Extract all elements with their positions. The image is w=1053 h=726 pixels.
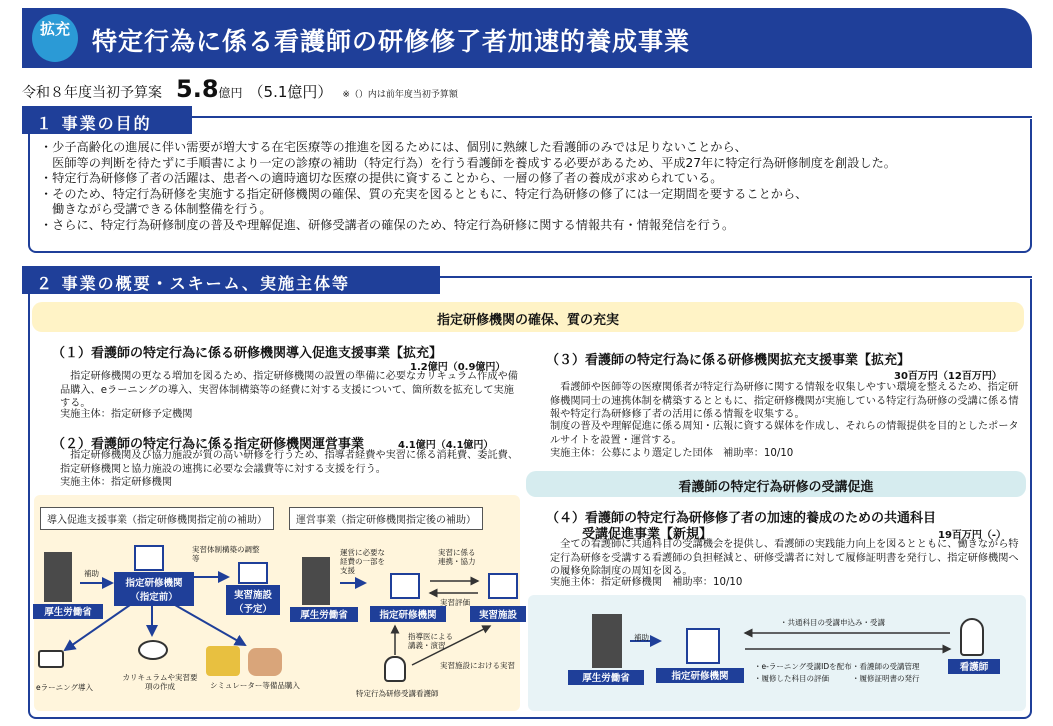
item1-amount: 1.2億円（0.9億円） (410, 362, 506, 373)
label-intro-support: 導入促進支援事業（指定研修機関指定前の補助） (40, 507, 274, 530)
subsidy-label: 補助 (634, 633, 649, 642)
label-operation: 運営事業（指定研修機関指定後の補助） (289, 507, 483, 530)
page-title: 特定行為に係る看護師の研修修了者加速的養成事業 (92, 27, 691, 56)
eval-label: ・履修した科目の評価 (754, 674, 829, 683)
item3-body2: 制度の普及や理解促進に係る周知・広報に資する媒体を作成し、それらの情報提供を目的としたポータルサイトを設置・運営する。 (550, 421, 1019, 446)
item4-body: 全ての看護師に共通科目の受講機会を提供し、看護師の実践能力向上を図るとともに、働きながら特定行為研修を受講する看護師の負担軽減と、研修受講者に対して履修証明書を発行し、指定研修機関への履修免除制度の周知を図る。 (550, 539, 1019, 577)
budget-unit: 億円 (218, 86, 243, 100)
item1-body: 指定研修機関の更なる増加を図るため、指定研修機関の設置の準備に必要なカリキュラム作成や備品購入、eラーニングの導入、実習体制構築等の経費に対する支援について、箇所数を拡充して実施する。 (60, 371, 518, 409)
teach-label: 指導医による講義・演習 (408, 632, 453, 650)
item4-amount: 19百万円（-） (938, 530, 1007, 541)
item2-amount: 4.1億円（4.1億円） (398, 440, 494, 451)
manage-label: ・看護師の受講管理 (852, 662, 920, 671)
nurse-label: 特定行為研修受講看護師 (356, 689, 439, 698)
purpose-line: 医師等の判断を待たずに手順書により一定の診療の補助（特定行為）を行う看護師を養成する必要があるため、平成27年に特定行為研修制度を創設した。 (40, 155, 896, 170)
elearn-label: eラーニング導入 (36, 683, 93, 692)
inst-label: 指定研修機関 (656, 668, 744, 683)
band-quality: 指定研修機関の確保、質の充実 (32, 302, 1024, 332)
mhlw-label: 厚生労働省 (33, 604, 103, 619)
curric-label: カリキュラムや実習要項の作成 (122, 673, 198, 691)
build-label: 実習体制構築の調整等 (192, 545, 260, 563)
eval-label: 実習評価 (440, 598, 470, 607)
item2-entity: 実施主体：指定研修機関 (60, 477, 173, 488)
budget-note: ※（）内は前年度当初予算額 (342, 90, 458, 100)
purpose-line: ・少子高齢化の進展に伴い需要が増大する在宅医療等の推進を図るためには、個別に熟練した看護師のみでは足りないことから、 (40, 140, 747, 154)
hospital-icon (390, 573, 420, 599)
hospital-icon (134, 545, 164, 571)
site-label: 実習施設 (470, 606, 526, 622)
office-building-icon (44, 552, 72, 602)
item3-amount: 30百万円（12百万円） (894, 371, 1002, 382)
section1-heading: １ 事業の目的 (22, 106, 192, 134)
mannequin-icon (248, 648, 282, 676)
coop-label: 実習に係る連携・協力 (438, 548, 476, 566)
site-sub-label: （予定） (233, 604, 272, 615)
nurse-icon (960, 618, 984, 656)
site-label: 実習施設 (233, 590, 272, 601)
practice-label: 実習施設における実習 (440, 661, 515, 670)
office-building-icon (592, 614, 622, 668)
hospital-icon (686, 628, 720, 664)
simulator-icon (206, 646, 240, 676)
item4-entity: 実施主体：指定研修機関 補助率：10/10 (550, 577, 743, 588)
practice-site-icon (488, 573, 518, 599)
nurse-icon (384, 656, 406, 682)
nurse-label: 看護師 (948, 659, 1000, 674)
purpose-line: ・さらに、特定行為研修制度の普及や理解促進、研修受講者の確保のため、特定行為研修に関する情報共有・情報発信を行う。 (40, 217, 735, 232)
item2-body: 指定研修機関及び協力施設が質の高い研修を行うため、指導者経費や実習に係る消耗費、委託費、指定研修機関と協力施設の連携に必要な会議費等に対する支援を行う。 (60, 450, 519, 475)
budget-label: 令和８年度当初予算案 (22, 85, 162, 101)
purpose-line: ・そのため、特定行為研修を実施する指定研修機関の確保、質の充実を図るとともに、特定行為研修の修了には一定期間を要することから、 (40, 186, 808, 201)
item1-title: （１）看護師の特定行為に係る研修機関導入促進支援事業【拡充】 (52, 346, 443, 361)
sim-label: シミュレーター等備品購入 (210, 681, 300, 690)
elearn-id-label: ・e-ラーニング受講IDを配布 (754, 662, 852, 671)
inst1-label: 指定研修機関 (125, 578, 183, 589)
certificate-label: ・履修証明書の発行 (852, 674, 920, 683)
practice-site-icon (238, 562, 268, 584)
cost-label: 運営に必要な経費の一部を支援 (340, 548, 385, 575)
budget-prev: （5.1億円） (248, 83, 333, 101)
subsidy-label: 補助 (84, 569, 99, 578)
mhlw-label: 厚生労働省 (568, 670, 644, 685)
item2-title: （２）看護師の特定行為に係る指定研修機関運営事業 (52, 437, 365, 452)
item3-title: （３）看護師の特定行為に係る研修機関拡充支援事業【拡充】 (546, 353, 911, 368)
enroll-label: ・共通科目の受講申込み・受講 (780, 618, 885, 627)
section2-heading: ２ 事業の概要・スキーム、実施主体等 (22, 266, 440, 294)
meeting-table-icon (138, 640, 168, 660)
purpose-line: 働きながら受講できる体制整備を行う。 (40, 202, 272, 216)
item3-entity: 実施主体：公募により選定した団体 補助率：10/10 (550, 448, 794, 459)
site-box (226, 585, 280, 615)
office-building-icon (302, 557, 330, 605)
laptop-icon (38, 650, 64, 668)
band-promotion: 看護師の特定行為研修の受講促進 (526, 471, 1026, 497)
item3-body1: 看護師や医師等の医療関係者が特定行為研修に関する情報を収集しやすい環境を整えるため、指定研修機関同士の連携体制を構築するとともに、指定研修機関が実施している特定行為研修の受講に係る情報や特定行為研修修了者の活用に係る情報を収集する。 (550, 382, 1019, 420)
expansion-badge: 拡充 (32, 14, 78, 62)
mhlw-label: 厚生労働省 (290, 607, 358, 622)
item4-title-line2: 受講促進事業【新規】 (582, 527, 713, 542)
item4-title-line1: （４）看護師の特定行為研修修了者の加速的養成のための共通科目 (546, 511, 937, 526)
inst1-sub-label: （指定前） (130, 592, 178, 603)
budget-amount: 5.8 (176, 75, 219, 103)
item1-entity: 実施主体：指定研修予定機関 (60, 409, 193, 420)
purpose-line: ・特定行為研修修了者の活躍は、患者への適時適切な医療の提供に資することから、一層の修了者の養成が求められている。 (40, 171, 723, 185)
inst1-box (114, 572, 194, 606)
inst-label: 指定研修機関 (370, 606, 446, 622)
